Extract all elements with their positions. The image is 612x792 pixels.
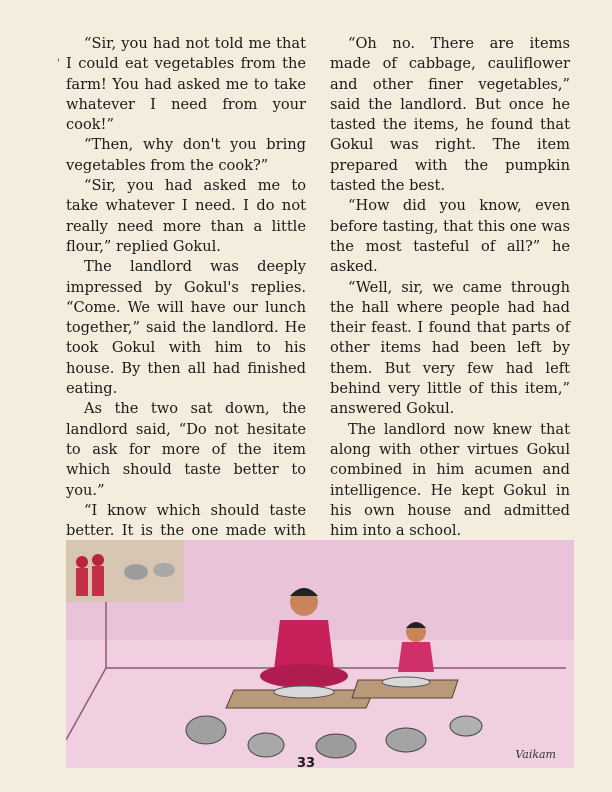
- boy-body: [398, 642, 434, 672]
- background-person: [76, 556, 88, 568]
- vessel: [248, 733, 284, 757]
- landlord-body: [274, 620, 334, 670]
- background-person: [92, 566, 104, 596]
- page-number: 33: [296, 756, 316, 771]
- story-illustration: [66, 540, 574, 768]
- paragraph: As the two sat down, the landlord said, “Do not hesitate to ask for more of the item which should taste better to you.”: [66, 400, 306, 499]
- paragraph: “Sir, you had not told me that I could eat vegetables from the farm! You had asked me to take whatever I need from your cook!”: [66, 35, 306, 134]
- vessel: [316, 734, 356, 758]
- plate: [382, 677, 430, 687]
- vessel: [450, 716, 482, 736]
- right-text-column: [330, 34, 570, 541]
- illustration-drawing: [66, 540, 574, 768]
- paragraph: “I know which should taste better. It is the one made with: [66, 501, 306, 540]
- paragraph: “Oh no. There are items made of cabbage, cauliflower and other finer vegetables,” said the landlord. But once he tasted the items, he found that Gokul was right. The item prepared with the pumpkin tasted the best.: [330, 35, 570, 195]
- paragraph: “Sir, you had asked me to take whatever I need. I do not really need more than a little flour,” replied Gokul.: [66, 177, 306, 255]
- vessel: [386, 728, 426, 752]
- pot: [153, 563, 175, 577]
- paragraph: “Well, sir, we came through the hall where people had had their feast. I found that parts of other items had been left by them. But very few had left behind very little of this item,” answered Gokul.: [330, 278, 570, 418]
- landlord-legs: [260, 664, 348, 688]
- background-person: [76, 568, 88, 596]
- background-person: [92, 554, 104, 566]
- paragraph: The landlord now knew that along with other virtues Gokul combined in him acumen and intelligence. He kept Gokul in his own house and admitted him into a school.: [330, 420, 570, 540]
- paragraph: “Then, why don't you bring vegetables from the cook?”: [66, 136, 306, 174]
- paragraph: “How did you know, even before tasting, that this one was the most tasteful of all?” he asked.: [330, 197, 570, 276]
- left-text-column: [66, 34, 306, 562]
- paragraph: The landlord was deeply impressed by Gokul's replies. “Come. We will have our lunch together,” said the landlord. He took Gokul with him to his house. By then all had finished eating.: [66, 258, 306, 398]
- stray-mark: ': [57, 58, 60, 69]
- artist-signature: Vaikam: [515, 748, 556, 761]
- pot: [124, 564, 148, 580]
- plate: [274, 686, 334, 698]
- vessel: [186, 716, 226, 744]
